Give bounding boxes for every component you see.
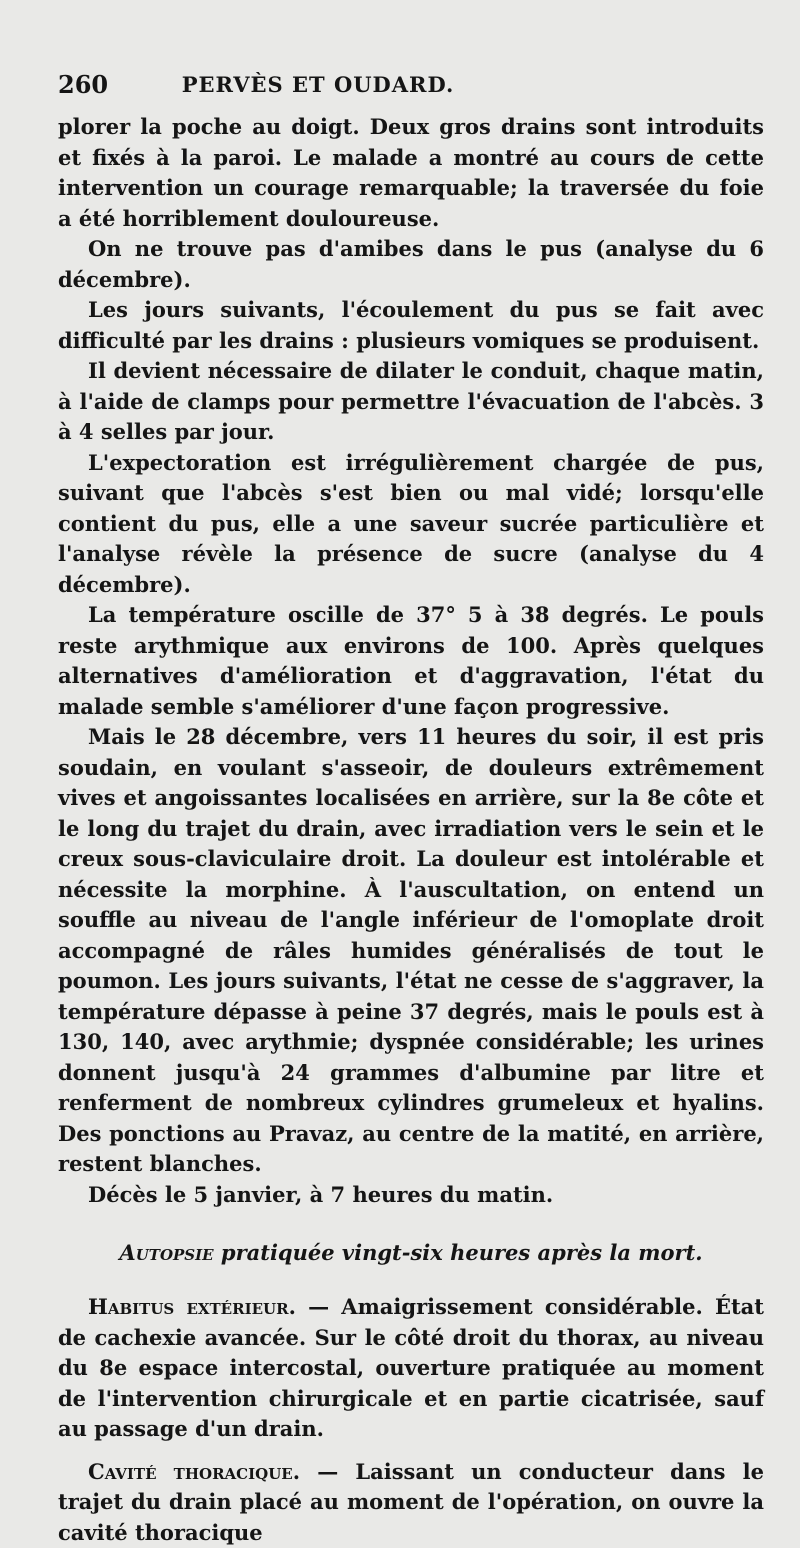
- paragraph: Les jours suivants, l'écoulement du pus se fait avec difficulté par les drains : plusieurs vomiques se produisent.: [58, 295, 764, 356]
- paragraph-continuation: plorer la poche au doigt. Deux gros drains sont introduits et fixés à la paroi. Le malade a montré au cours de cette intervention un courage remarquable; la traversée du foie a été horriblement douloureuse.: [58, 112, 764, 234]
- autopsy-heading: [58, 1238, 764, 1268]
- paragraph: Il devient nécessaire de dilater le conduit, chaque matin, à l'aide de clamps pour permettre l'évacuation de l'abcès. 3 à 4 selles par jour.: [58, 356, 764, 448]
- paragraph: Décès le 5 janvier, à 7 heures du matin.: [58, 1180, 764, 1211]
- section-habitus: [58, 1292, 764, 1445]
- page-number: 260: [58, 70, 108, 99]
- paragraph: On ne trouve pas d'amibes dans le pus (analyse du 6 décembre).: [58, 234, 764, 295]
- section-text: — Laissant un conducteur dans le trajet du drain placé au moment de l'opération, on ouvre la cavité thoracique: [58, 1459, 764, 1545]
- running-head: PERVÈS ET OUDARD.: [58, 72, 578, 97]
- section-heading: Cavité thoracique.: [88, 1459, 300, 1484]
- autopsy-heading-caps: Autopsie: [119, 1240, 213, 1265]
- paragraph: Mais le 28 décembre, vers 11 heures du soir, il est pris soudain, en voulant s'asseoir, de douleurs extrêmement vives et angoissantes localisées en arrière, sur la 8e côte et le long du trajet du drain, avec irradiation vers le sein et le creux sous-claviculaire droit. La douleur est intolérable et nécessite la morphine. À l'auscultation, on entend un souffle au niveau de l'angle inférieur de l'omoplate droit accompagné de râles humides généralisés de tout le poumon. Les jours suivants, l'état ne cesse de s'aggraver, la température dépasse à peine 37 degrés, mais le pouls est à 130, 140, avec arythmie; dyspnée considérable; les urines donnent jusqu'à 24 grammes d'albumine par litre et renferment de nombreux cylindres grumeleux et hyalins. Des ponctions au Pravaz, au centre de la matité, en arrière, restent blanches.: [58, 722, 764, 1180]
- section-cavite: [58, 1457, 764, 1548]
- page-header: [58, 62, 758, 102]
- page-body: [58, 112, 764, 1548]
- autopsy-heading-rest: pratiquée vingt-six heures après la mort.: [214, 1240, 703, 1265]
- paragraph: L'expectoration est irrégulièrement chargée de pus, suivant que l'abcès s'est bien ou mal vidé; lorsqu'elle contient du pus, elle a une saveur sucrée particulière et l'analyse révèle la présence de sucre (analyse du 4 décembre).: [58, 448, 764, 601]
- section-heading: Habitus extérieur.: [88, 1294, 296, 1319]
- section-text: — Amaigrissement considérable. État de cachexie avancée. Sur le côté droit du thorax, au niveau du 8e espace intercostal, ouverture pratiquée au moment de l'intervention chirurgicale et en partie cicatrisée, sauf au passage d'un drain.: [58, 1294, 764, 1441]
- paragraph: La température oscille de 37° 5 à 38 degrés. Le pouls reste arythmique aux environs de 100. Après quelques alternatives d'amélioration et d'aggravation, l'état du malade semble s'améliorer d'une façon progressive.: [58, 600, 764, 722]
